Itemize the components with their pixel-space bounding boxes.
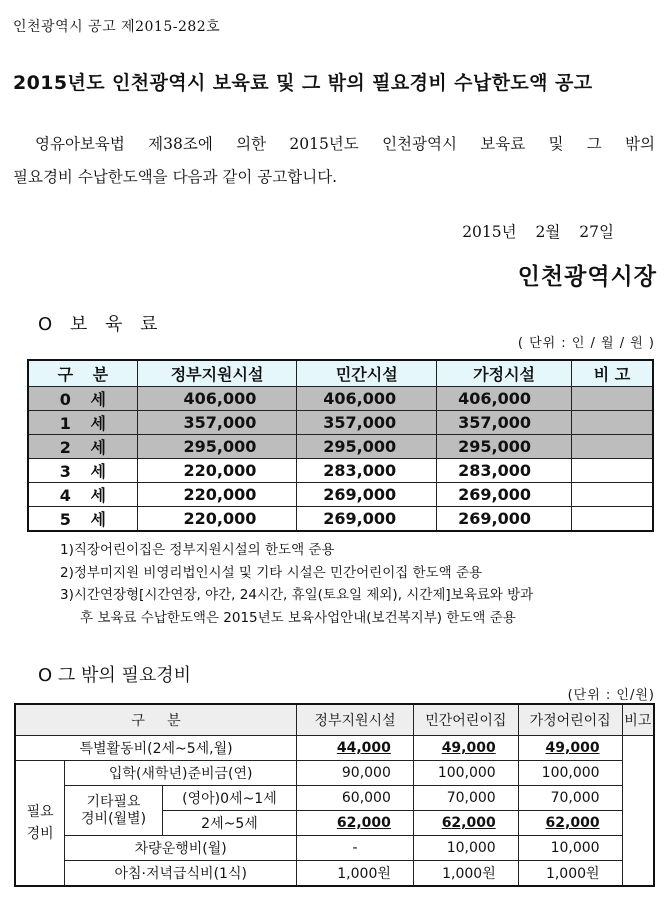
private-cell: 1,000원 <box>413 861 518 887</box>
private-cell: 10,000 <box>413 836 518 861</box>
gov-cell: 60,000 <box>297 786 414 811</box>
home-cell: 295,000 <box>437 435 572 459</box>
section-title-childcare-fee: O 보 육 료 <box>38 314 164 335</box>
note-cell <box>571 435 653 459</box>
other-expenses-table <box>14 703 655 887</box>
gov-cell: 44,000 <box>297 736 414 761</box>
footnote: 1)직장어린이집은 정부지원시설의 한도액 준용 <box>60 542 335 558</box>
row-label-vehicle: 차량운행비(월) <box>65 836 297 861</box>
row-label-special: 특별활동비(2세~5세,월) <box>15 736 297 761</box>
document-title: 2015년도 인천광역시 보육료 및 그 밖의 필요경비 수납한도액 공고 <box>13 72 593 94</box>
row-label-meal: 아침·저녁급식비(1식) <box>65 861 297 887</box>
home-cell: 100,000 <box>518 761 622 786</box>
gov-cell: - <box>297 836 414 861</box>
note-cell <box>571 459 653 483</box>
body-line-2: 필요경비 수납한도액을 다음과 같이 공고합니다. <box>13 168 338 186</box>
childcare-fee-table <box>27 359 654 532</box>
home-cell: 1,000원 <box>518 861 622 887</box>
header-home: 가정시설 <box>437 360 572 387</box>
row-label-infant: (영아)0세~1세 <box>162 786 296 811</box>
header-category: 구 분 <box>15 704 297 736</box>
note-cell <box>571 507 653 532</box>
home-cell: 406,000 <box>437 387 572 411</box>
table-row <box>15 836 654 861</box>
notice-number: 인천광역시 공고 제2015-282호 <box>13 19 221 35</box>
footnotes <box>60 539 660 629</box>
footnote: 후 보육료 수납한도액은 2015년도 보육사업안내(보건복지부) 한도액 준용 <box>80 609 516 626</box>
home-cell: 49,000 <box>518 736 622 761</box>
home-cell: 283,000 <box>437 459 572 483</box>
header-gov: 정부지원시설 <box>297 704 414 736</box>
header-note: 비고 <box>622 704 654 736</box>
table-row <box>15 736 654 761</box>
gov-cell: 406,000 <box>137 387 297 411</box>
gov-cell: 90,000 <box>297 761 414 786</box>
home-cell: 357,000 <box>437 411 572 435</box>
home-cell: 70,000 <box>518 786 622 811</box>
table-row <box>15 861 654 887</box>
row-label-other-required: 기타필요 경비(월별) <box>65 786 163 836</box>
note-cell <box>571 387 653 411</box>
gov-cell: 357,000 <box>137 411 297 435</box>
private-cell: 357,000 <box>297 411 437 435</box>
home-cell: 10,000 <box>518 836 622 861</box>
note-cell <box>622 736 654 887</box>
notice-date: 2015년 2월 27일 <box>462 223 614 241</box>
table-row <box>28 387 653 411</box>
header-gov: 정부지원시설 <box>137 360 297 387</box>
private-cell: 269,000 <box>297 483 437 507</box>
private-cell: 406,000 <box>297 387 437 411</box>
table-row <box>28 435 653 459</box>
gov-cell: 62,000 <box>297 811 414 836</box>
gov-cell: 295,000 <box>137 435 297 459</box>
age-cell: 4 세 <box>28 483 137 507</box>
header-category: 구 분 <box>28 360 137 387</box>
unit-label-childcare-fee: ( 단위 : 인 / 월 / 원 ) <box>517 336 655 351</box>
notice-body <box>13 128 655 194</box>
table-row <box>15 786 654 811</box>
table-row <box>28 507 653 532</box>
header-private: 민간시설 <box>297 360 437 387</box>
private-cell: 49,000 <box>413 736 518 761</box>
header-private: 민간어린이집 <box>413 704 518 736</box>
age-cell: 2 세 <box>28 435 137 459</box>
header-note: 비 고 <box>571 360 653 387</box>
row-label-child: 2세~5세 <box>162 811 296 836</box>
table-row <box>28 483 653 507</box>
age-cell: 0 세 <box>28 387 137 411</box>
age-cell: 1 세 <box>28 411 137 435</box>
private-cell: 62,000 <box>413 811 518 836</box>
row-label-admission: 입학(새학년)준비금(연) <box>65 761 297 786</box>
home-cell: 62,000 <box>518 811 622 836</box>
body-line-1: 영유아보육법 제38조에 의한 2015년도 인천광역시 보육료 및 그 밖의 <box>35 135 655 153</box>
private-cell: 295,000 <box>297 435 437 459</box>
header-home: 가정어린이집 <box>518 704 622 736</box>
table-header-row <box>28 360 653 387</box>
note-cell <box>571 411 653 435</box>
table-row <box>28 459 653 483</box>
table-row <box>28 411 653 435</box>
unit-label-other-expenses: (단위 : 인/원) <box>567 688 655 703</box>
age-cell: 5 세 <box>28 507 137 532</box>
gov-cell: 220,000 <box>137 507 297 532</box>
footnote: 2)정부미지원 비영리법인시설 및 기타 시설은 민간어린이집 한도액 준용 <box>60 564 483 581</box>
issuer-name: 인천광역시장 <box>517 263 657 290</box>
home-cell: 269,000 <box>437 483 572 507</box>
private-cell: 100,000 <box>413 761 518 786</box>
age-cell: 3 세 <box>28 459 137 483</box>
note-cell <box>571 483 653 507</box>
gov-cell: 220,000 <box>137 459 297 483</box>
footnote: 3)시간연장형[시간연장, 야간, 24시간, 휴일(토요일 제외), 시간제]보육료와 방과 <box>60 587 534 603</box>
private-cell: 70,000 <box>413 786 518 811</box>
private-cell: 283,000 <box>297 459 437 483</box>
gov-cell: 1,000원 <box>297 861 414 887</box>
table-row <box>15 761 654 786</box>
private-cell: 269,000 <box>297 507 437 532</box>
group-label-required-expenses: 필요 경비 <box>15 761 65 887</box>
table-header-row <box>15 704 654 736</box>
home-cell: 269,000 <box>437 507 572 532</box>
gov-cell: 220,000 <box>137 483 297 507</box>
section-title-other-expenses: O 그 밖의 필요경비 <box>38 665 192 686</box>
